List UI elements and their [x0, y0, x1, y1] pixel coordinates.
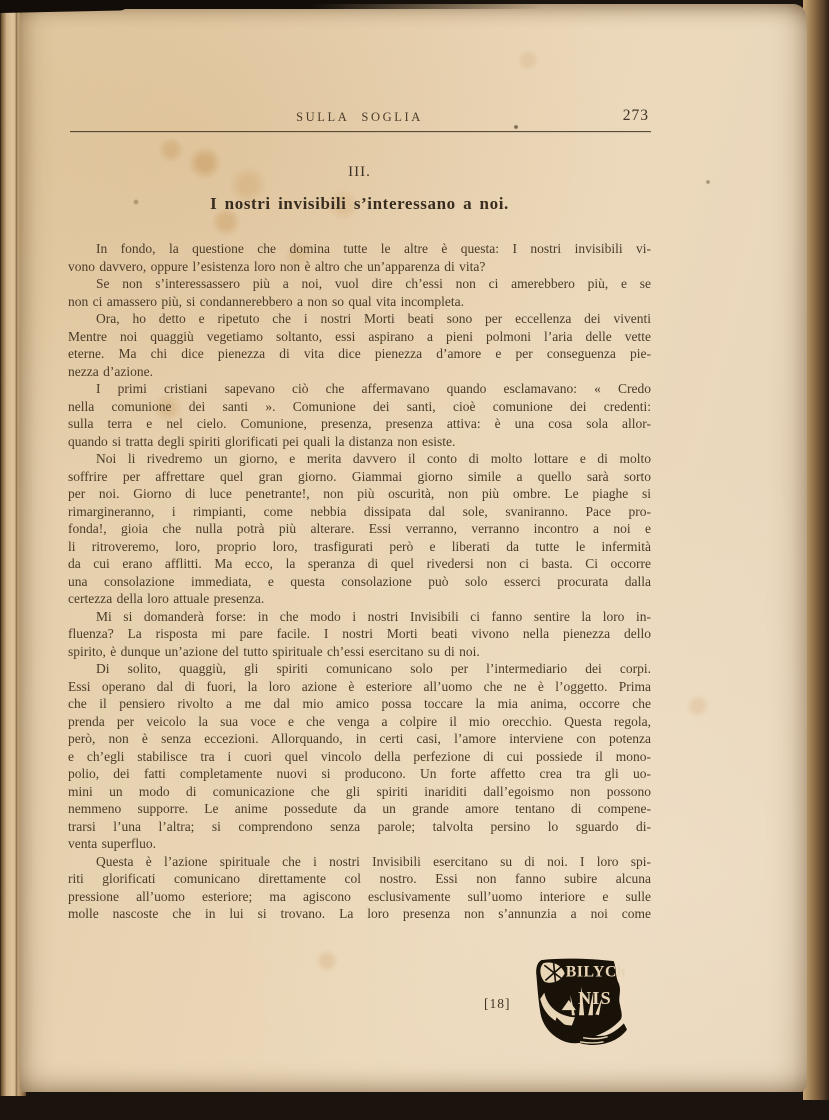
- text-line: venta superfluo.: [68, 836, 156, 851]
- printer-mark-text-bottom: NIS: [578, 988, 612, 1009]
- text-line: Noi li rivedremo un giorno, e merita davvero il conto di molto lottare e di molto: [96, 451, 651, 466]
- text-line: nella comunione dei santi ». Comunione dei santi, cioè comunione dei credenti:: [68, 398, 651, 414]
- text-line: che il pensiero rivolto a me dal mio amico possa toccare la mia anima, occorre che: [68, 696, 651, 711]
- text-line: una consolazione immediata, e questa consolazione può solo esserci procurata dalla: [68, 573, 651, 589]
- text-line: nezza d’azione.: [68, 363, 153, 379]
- text-line: soffrire per affrettare quel gran giorno. Giammai giorno simile a quello sarà sorto: [68, 468, 651, 484]
- text-line: In fondo, la questione che domina tutte le altre è questa: I nostri invisibili vi-: [96, 241, 651, 256]
- text-line: Mentre noi quaggiù vegetiamo soltanto, essi aspirano a pieni polmoni l’aria delle vette: [68, 328, 651, 344]
- page-header: [68, 107, 651, 128]
- paragraph: [68, 853, 651, 923]
- bilychnis-printer-mark-icon: [528, 956, 628, 1050]
- text-line: Ora, ho detto e ripetuto che i nostri Morti beati sono per eccellenza dei viventi: [96, 311, 651, 326]
- text-line: da cui erano afflitti. Ma ecco, la speranza di quel rivedersi non ci basta. Ci occorre: [68, 556, 651, 571]
- paragraph: [68, 240, 651, 275]
- running-header: SULLA SOGLIA: [296, 110, 423, 124]
- text-line: Questa è l’azione spirituale che i nostri Invisibili esercitano su di noi. I loro spi-: [96, 853, 651, 869]
- text-line: Se non s’interessassero più a noi, vuol dire ch’essi non ci amerebbero più, e se: [96, 276, 651, 291]
- text-line: I primi cristiani sapevano ciò che affermavano quando esclamavano: « Credo: [96, 381, 651, 396]
- text-line: fonda!, gioia che nulla potrà più alterare. Essi verranno, verranno incontro a noi e: [68, 521, 651, 536]
- text-line: trarsi l’una l’altra; si comprendono senza parole; talvolta persino lo sguardo di-: [68, 818, 651, 834]
- paragraph: [68, 608, 651, 661]
- text-line: pressione all’uomo esteriore; ma agiscono esclusivamente sull’uomo interiore e sulle: [68, 888, 651, 904]
- text-line: vono davvero, oppure l’esistenza loro non è altro che un’apparenza di vita?: [68, 258, 486, 274]
- signature-mark: [18]: [484, 996, 511, 1011]
- text-line: mini un modo di comunicazione che gli spiriti inariditi dall’egoismo non possono: [68, 783, 651, 799]
- paragraph: [68, 380, 651, 450]
- text-line: per noi. Giorno di luce penetrante!, non più oscurità, non più ombre. Le piaghe si: [68, 486, 651, 501]
- paragraph: [68, 450, 651, 608]
- text-line: spirito, è dunque un’azione del tutto spirituale ch’essi esercitano su di noi.: [68, 643, 480, 659]
- bottom-pages-edge: [2, 1090, 819, 1120]
- text-line: Essi operano dal di fuori, la loro azione è esteriore all’uomo che ne è l’oggetto. Prima: [68, 678, 651, 694]
- text-line: certezza della loro attuale presenza.: [68, 591, 265, 606]
- paragraph: [68, 660, 651, 853]
- text-line: Di solito, quaggiù, gli spiriti comunicano solo per l’intermediario dei corpi.: [96, 661, 651, 676]
- text-line: quando si tratta degli spiriti glorificati pei quali la distanza non esiste.: [68, 433, 456, 449]
- text-line: eterne. Ma chi dice pienezza di vita dice pienezza d’amore e per conseguenza pie-: [68, 346, 651, 361]
- text-line: e ch’egli stabilisce tra i cuori quel vincolo della perfezione di cui possiede il mono-: [68, 748, 651, 764]
- text-line: polio, dei fatti completamente nuovi si producono. Un forte affetto crea tra gli uo-: [68, 766, 651, 781]
- text-line: riti glorificati comunicano direttamente col nostro. Essi non fanno subire alcuna: [68, 871, 651, 886]
- book-page: [20, 4, 807, 1092]
- text-line: li ritroveremo, loro, proprio loro, trasfigurati però e liberati da tutte le infermità: [68, 538, 651, 554]
- text-line: molle nascoste che in lui si trovano. La loro presenza non s’annunzia a noi come: [68, 906, 651, 921]
- text-line: Mi si domanderà forse: in che modo i nostri Invisibili ci fanno sentire la loro in-: [96, 608, 651, 624]
- printer-mark-text-top: BILYCh: [565, 963, 627, 981]
- header-rule: [70, 131, 651, 132]
- text-line: non ci amassero più, si condannerebbero a non so qual vita incompleta.: [68, 293, 465, 309]
- text-line: però, non è senza eccezioni. Allorquando, in certi casi, l’amore interviene con potenza: [68, 731, 651, 746]
- chapter-number: III.: [348, 164, 371, 180]
- paragraph: [68, 310, 651, 380]
- chapter-title: I nostri invisibili s’interessano a noi.: [210, 194, 509, 213]
- text-line: nemmeno supporre. Le anime possedute da un grande amore tentano di compene-: [68, 801, 651, 816]
- text-line: prenda per veicolo la sua voce e che venga a colpire il mio orecchio. Questa regola,: [68, 713, 651, 729]
- text-line: fluenza? La risposta mi pare facile. I nostri Morti beati vivono nella pienezza dello: [68, 626, 651, 641]
- text-block: [68, 240, 651, 923]
- text-line: sulla terra e nel cielo. Comunione, presenza, presenza attiva: è una cosa sola allor-: [68, 416, 651, 431]
- paragraph: [68, 275, 651, 310]
- page-number: 273: [622, 107, 649, 124]
- text-line: rimargineranno, i rimpianti, come nebbia dissipata dal sole, svaniranno. Pace pro-: [68, 503, 651, 519]
